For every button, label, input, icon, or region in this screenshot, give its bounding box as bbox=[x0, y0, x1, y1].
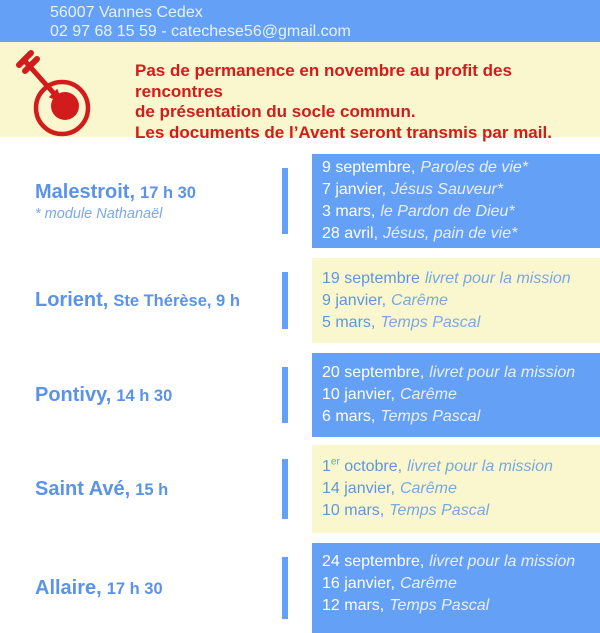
date-text: 24 septembre, bbox=[322, 553, 425, 570]
location-name: Malestroit, bbox=[35, 180, 136, 203]
notice-line-2: de présentation du socle commun. bbox=[135, 102, 416, 121]
notice-banner bbox=[0, 42, 600, 142]
date-line bbox=[322, 201, 600, 223]
date-line bbox=[322, 362, 600, 384]
target-dart-icon bbox=[14, 50, 114, 136]
date-text: 20 septembre, bbox=[322, 364, 425, 381]
event-text: livret pour la mission bbox=[429, 553, 576, 570]
location-label bbox=[0, 445, 282, 533]
event-text: Temps Pascal bbox=[380, 313, 481, 331]
location-name: Saint Avé, bbox=[35, 477, 131, 500]
row-accent-bar bbox=[282, 557, 288, 619]
event-text: Carême bbox=[399, 575, 457, 592]
row-accent-bar bbox=[282, 272, 288, 329]
date-text: 19 septembre bbox=[322, 269, 420, 287]
phone-email-line: 02 97 68 15 59 - catechese56@gmail.com bbox=[50, 23, 351, 40]
schedule-row-saint-ave bbox=[0, 445, 600, 533]
event-text: Carême bbox=[399, 480, 457, 497]
notice-line-3: Les documents de l’Avent seront transmis par mail. bbox=[135, 122, 552, 142]
date-text: 12 mars, bbox=[322, 597, 385, 614]
schedule-row-lorient bbox=[0, 258, 600, 343]
dates-box bbox=[312, 445, 600, 533]
contact-banner bbox=[0, 0, 600, 42]
event-text: Temps Pascal bbox=[389, 502, 490, 519]
date-text: 5 mars, bbox=[322, 313, 376, 331]
date-line bbox=[322, 595, 600, 617]
event-text: livret pour la mission bbox=[429, 364, 576, 381]
date-text: 3 mars, bbox=[322, 203, 376, 220]
date-text: 9 septembre, bbox=[322, 159, 416, 176]
date-line bbox=[322, 223, 600, 245]
dates-box bbox=[312, 154, 600, 248]
dates-box bbox=[312, 543, 600, 633]
location-name: Allaire, bbox=[35, 576, 102, 599]
location-name: Lorient, bbox=[35, 289, 109, 311]
ordinal-superscript: er bbox=[330, 456, 340, 468]
dates-box bbox=[312, 353, 600, 437]
event-text: Paroles de vie* bbox=[420, 159, 529, 176]
date-line bbox=[322, 268, 600, 290]
row-accent-bar bbox=[282, 367, 288, 423]
date-line bbox=[322, 290, 600, 312]
schedule-row-allaire bbox=[0, 543, 600, 633]
event-text: livret pour la mission bbox=[407, 458, 553, 475]
location-time: 17 h 30 bbox=[140, 183, 196, 202]
location-time: Ste Thérèse, 9 h bbox=[113, 292, 240, 310]
location-label bbox=[0, 154, 282, 248]
event-text: Jésus Sauveur* bbox=[391, 181, 504, 198]
date-line bbox=[322, 551, 600, 573]
event-text: le Pardon de Dieu* bbox=[380, 203, 515, 220]
row-accent-bar bbox=[282, 459, 288, 519]
schedule bbox=[0, 154, 600, 633]
date-line bbox=[322, 384, 600, 406]
date-text: 28 avril, bbox=[322, 225, 379, 242]
event-text: Jésus, pain de vie* bbox=[383, 225, 518, 242]
date-line bbox=[322, 179, 600, 201]
date-text: 14 janvier, bbox=[322, 480, 395, 497]
location-name: Pontivy, bbox=[35, 383, 112, 406]
date-line bbox=[322, 406, 600, 428]
event-text: Temps Pascal bbox=[389, 597, 490, 614]
date-text: 9 janvier, bbox=[322, 291, 387, 309]
date-line bbox=[322, 312, 600, 334]
location-label bbox=[0, 258, 282, 343]
date-line bbox=[322, 500, 600, 522]
date-line bbox=[322, 456, 600, 478]
location-time: 14 h 30 bbox=[116, 386, 173, 405]
notice-text bbox=[135, 42, 600, 143]
schedule-row-malestroit bbox=[0, 154, 600, 248]
date-line bbox=[322, 478, 600, 500]
row-accent-bar bbox=[282, 168, 288, 234]
date-line bbox=[322, 157, 600, 179]
date-text: 10 janvier, bbox=[322, 386, 395, 403]
schedule-row-pontivy bbox=[0, 353, 600, 437]
location-time: 15 h bbox=[135, 480, 169, 499]
event-text: Carême bbox=[399, 386, 457, 403]
date-text: 6 mars, bbox=[322, 408, 376, 425]
location-label bbox=[0, 353, 282, 437]
event-text: livret pour la mission bbox=[424, 269, 571, 287]
location-note: * module Nathanaël bbox=[35, 205, 163, 222]
dates-box bbox=[312, 258, 600, 343]
date-text: 7 janvier, bbox=[322, 181, 387, 198]
date-text: 1er octobre, bbox=[322, 456, 403, 475]
event-text: Carême bbox=[391, 291, 448, 309]
notice-line-1: Pas de permanence en novembre au profit des rencontres bbox=[135, 61, 512, 101]
location-time: 17 h 30 bbox=[106, 579, 163, 598]
location-label bbox=[0, 543, 282, 633]
address-line: 56007 Vannes Cedex bbox=[50, 4, 203, 21]
date-text: 10 mars, bbox=[322, 502, 385, 519]
date-text: 16 janvier, bbox=[322, 575, 395, 592]
date-line bbox=[322, 573, 600, 595]
event-text: Temps Pascal bbox=[380, 408, 481, 425]
